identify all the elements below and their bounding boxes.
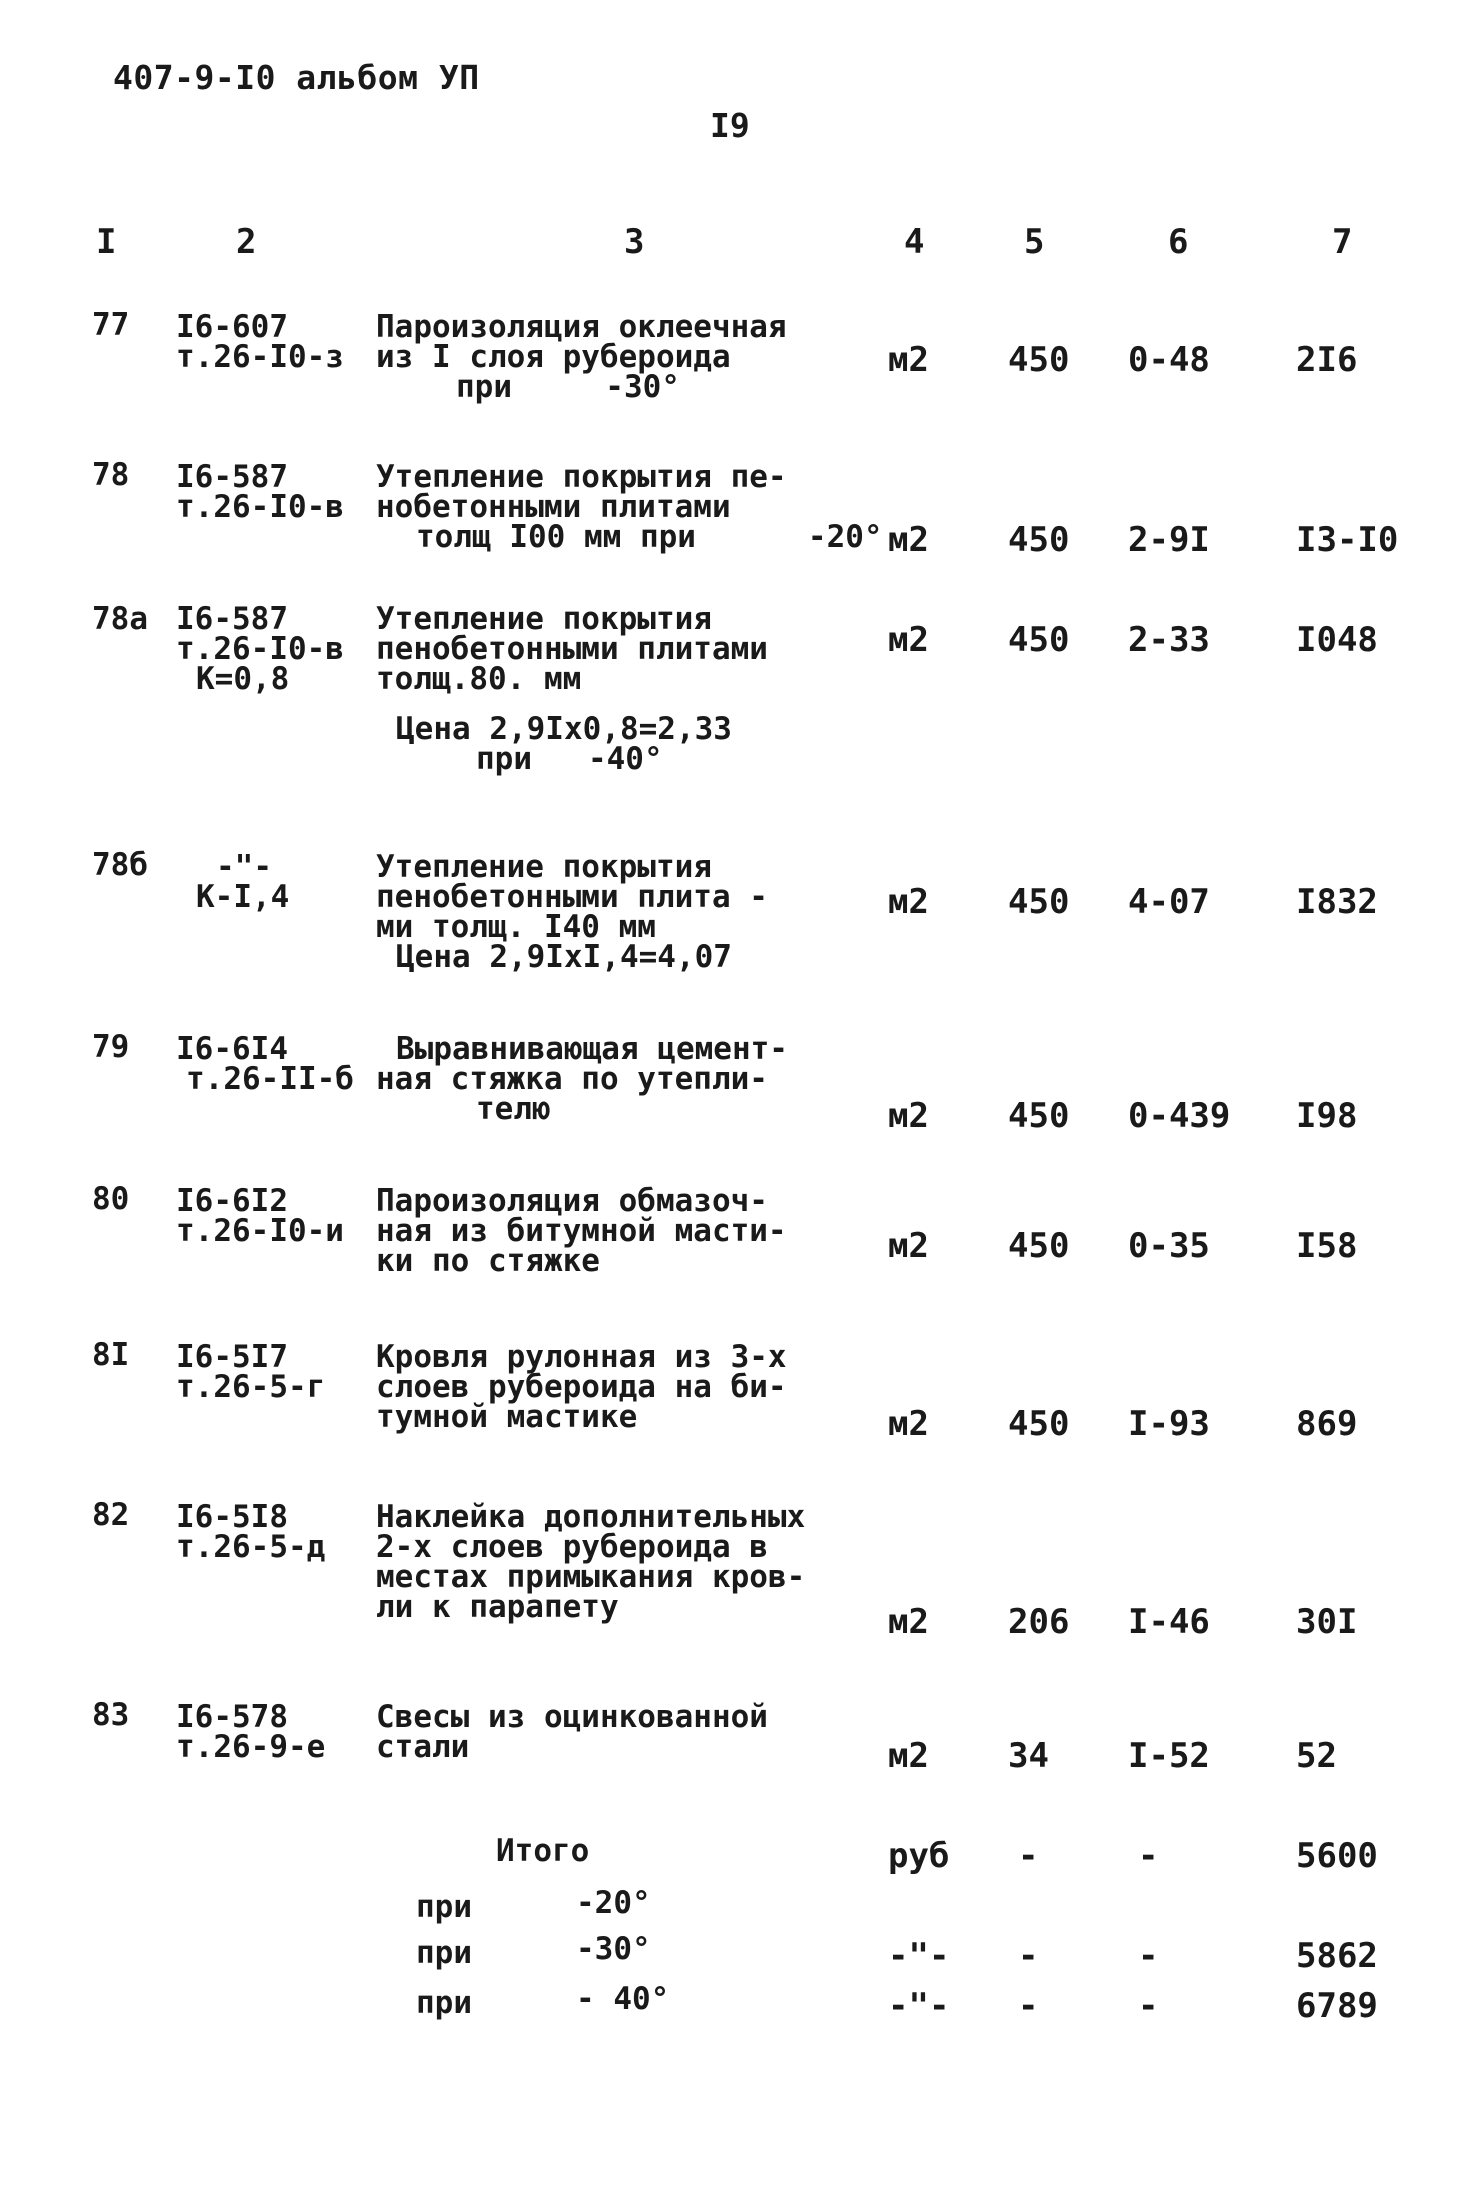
- totals-pri: при: [416, 1889, 472, 1925]
- row-total: I048: [1296, 620, 1378, 660]
- row-total: I58: [1296, 1226, 1358, 1266]
- row-quantity: 450: [1008, 520, 1070, 560]
- row-desc-line: Свесы из оцинкованной: [376, 1699, 768, 1735]
- row-desc-line: Пароизоляция обмазоч-: [376, 1183, 768, 1219]
- row-number: 8I: [92, 1337, 130, 1373]
- row-desc-line: ная стяжка по утепли-: [376, 1061, 768, 1097]
- row-desc-line: ли к парапету: [376, 1589, 619, 1625]
- row-desc-line: ки по стяжке: [376, 1243, 600, 1279]
- row-desc-line: 2-х слоев рубероида в: [376, 1529, 768, 1565]
- row-coefficient: К-I,4: [196, 879, 290, 915]
- row-number: 83: [92, 1697, 130, 1733]
- row-code-table: т.26-I0-в: [176, 631, 344, 667]
- row-desc-line: Кровля рулонная из 3-х: [376, 1339, 787, 1375]
- row-total: I3-I0: [1296, 520, 1399, 560]
- row-desc-line: Выравнивающая цемент-: [396, 1031, 788, 1067]
- row-number: 78: [92, 457, 130, 493]
- totals-temp: - 40°: [576, 1981, 670, 2017]
- column-header-3: 3: [624, 222, 645, 262]
- row-unit-price: 0-48: [1128, 340, 1210, 380]
- row-desc-line: пенобетонными плита -: [376, 879, 768, 915]
- row-code: I6-578: [176, 1699, 288, 1735]
- row-total: 2I6: [1296, 340, 1358, 380]
- totals-temp: -30°: [576, 1931, 651, 1967]
- row-desc-line: стали: [376, 1729, 470, 1765]
- row-desc-line: при -30°: [456, 369, 680, 405]
- row-unit-price: I-46: [1128, 1602, 1210, 1642]
- row-total: 52: [1296, 1736, 1337, 1776]
- row-quantity: 450: [1008, 1404, 1070, 1444]
- row-code-table: т.26-5-г: [176, 1369, 326, 1405]
- column-header-1: I: [96, 222, 117, 262]
- row-quantity: 450: [1008, 1096, 1070, 1136]
- column-header-4: 4: [904, 222, 925, 262]
- row-unit-price: 0-35: [1128, 1226, 1210, 1266]
- row-desc-line: Утепление покрытия: [376, 849, 712, 885]
- row-code-table: т.26-5-д: [176, 1529, 326, 1565]
- row-code-table: т.26-II-б: [186, 1061, 354, 1097]
- column-header-7: 7: [1332, 222, 1353, 262]
- row-desc-line: из I слоя рубероида: [376, 339, 731, 375]
- row-unit-price: 2-9I: [1128, 520, 1210, 560]
- row-unit: м2: [888, 520, 929, 560]
- column-header-6: 6: [1168, 222, 1189, 262]
- row-desc-line: Наклейка дополнительных: [376, 1499, 806, 1535]
- row-total: 30I: [1296, 1602, 1358, 1642]
- row-unit-price: 4-07: [1128, 882, 1210, 922]
- totals-label: Итого: [496, 1833, 590, 1869]
- totals-value: 6789: [1296, 1986, 1378, 2026]
- row-quantity: 450: [1008, 620, 1070, 660]
- totals-qty-dash: -: [1018, 1986, 1039, 2026]
- totals-unit-ditto: -"-: [888, 1986, 950, 2026]
- page-number: I9: [710, 106, 750, 145]
- row-desc-line: толщ I00 мм при -20°: [416, 519, 883, 555]
- row-number: 82: [92, 1497, 130, 1533]
- row-unit: м2: [888, 1096, 929, 1136]
- totals-qty-dash: -: [1018, 1836, 1039, 1876]
- totals-unit-ditto: -"-: [888, 1936, 950, 1976]
- totals-value: 5862: [1296, 1936, 1378, 1976]
- row-number: 78а: [92, 601, 148, 637]
- row-quantity: 34: [1008, 1736, 1049, 1776]
- row-code: I6-6I2: [176, 1183, 288, 1219]
- row-number: 80: [92, 1181, 130, 1217]
- row-unit: м2: [888, 1404, 929, 1444]
- row-desc-line: ми толщ. I40 мм: [376, 909, 656, 945]
- row-unit: м2: [888, 340, 929, 380]
- row-code: I6-587: [176, 601, 288, 637]
- row-desc-line: тумной мастике: [376, 1399, 638, 1435]
- totals-sum: 5600: [1296, 1836, 1378, 1876]
- totals-temp: -20°: [576, 1885, 651, 1921]
- totals-pri: при: [416, 1985, 472, 2021]
- row-total: 869: [1296, 1404, 1358, 1444]
- row-quantity: 450: [1008, 882, 1070, 922]
- row-number: 77: [92, 307, 130, 343]
- row-price-note: при -40°: [476, 741, 663, 777]
- row-code: I6-5I7: [176, 1339, 288, 1375]
- row-code: I6-587: [176, 459, 288, 495]
- row-unit-price: 2-33: [1128, 620, 1210, 660]
- row-unit: м2: [888, 1736, 929, 1776]
- row-unit: м2: [888, 1602, 929, 1642]
- row-total: I98: [1296, 1096, 1358, 1136]
- row-coefficient: К=0,8: [196, 661, 290, 697]
- album-reference: 407-9-I0 альбом УП: [113, 58, 480, 97]
- row-unit-price: I-52: [1128, 1736, 1210, 1776]
- row-quantity: 450: [1008, 340, 1070, 380]
- totals-unit: руб: [888, 1836, 950, 1876]
- row-unit-price: 0-439: [1128, 1096, 1231, 1136]
- row-code: I6-607: [176, 309, 288, 345]
- row-unit: м2: [888, 882, 929, 922]
- row-unit: м2: [888, 1226, 929, 1266]
- row-desc-line: ная из битумной масти-: [376, 1213, 787, 1249]
- row-desc-line: Пароизоляция оклеечная: [376, 309, 787, 345]
- totals-price-dash: -: [1138, 1836, 1159, 1876]
- row-price-note: Цена 2,9IхI,4=4,07: [396, 939, 732, 975]
- row-number: 78б: [92, 847, 148, 883]
- row-code-table: т.26-I0-з: [176, 339, 344, 375]
- row-unit: м2: [888, 620, 929, 660]
- totals-qty-dash: -: [1018, 1936, 1039, 1976]
- row-code-table: т.26-I0-и: [176, 1213, 344, 1249]
- row-quantity: 206: [1008, 1602, 1070, 1642]
- row-price-note: Цена 2,9Iх0,8=2,33: [396, 711, 732, 747]
- row-desc-line: толщ.80. мм: [376, 661, 582, 697]
- row-desc-line: Утепление покрытия пе-: [376, 459, 787, 495]
- row-code: I6-6I4: [176, 1031, 288, 1067]
- totals-price-dash: -: [1138, 1936, 1159, 1976]
- row-code: -"-: [216, 849, 272, 885]
- column-header-5: 5: [1024, 222, 1045, 262]
- row-quantity: 450: [1008, 1226, 1070, 1266]
- row-code-table: т.26-9-е: [176, 1729, 326, 1765]
- row-desc-line: слоев рубероида на би-: [376, 1369, 787, 1405]
- row-total: I832: [1296, 882, 1378, 922]
- row-unit-price: I-93: [1128, 1404, 1210, 1444]
- totals-price-dash: -: [1138, 1986, 1159, 2026]
- row-number: 79: [92, 1029, 130, 1065]
- row-code: I6-5I8: [176, 1499, 288, 1535]
- row-desc-line: Утепление покрытия: [376, 601, 712, 637]
- row-desc-line: пенобетонными плитами: [376, 631, 768, 667]
- row-desc-line: нобетонными плитами: [376, 489, 731, 525]
- column-header-2: 2: [236, 222, 257, 262]
- totals-pri: при: [416, 1935, 472, 1971]
- row-desc-line: местах примыкания кров-: [376, 1559, 806, 1595]
- row-desc-line: телю: [476, 1091, 551, 1127]
- row-code-table: т.26-I0-в: [176, 489, 344, 525]
